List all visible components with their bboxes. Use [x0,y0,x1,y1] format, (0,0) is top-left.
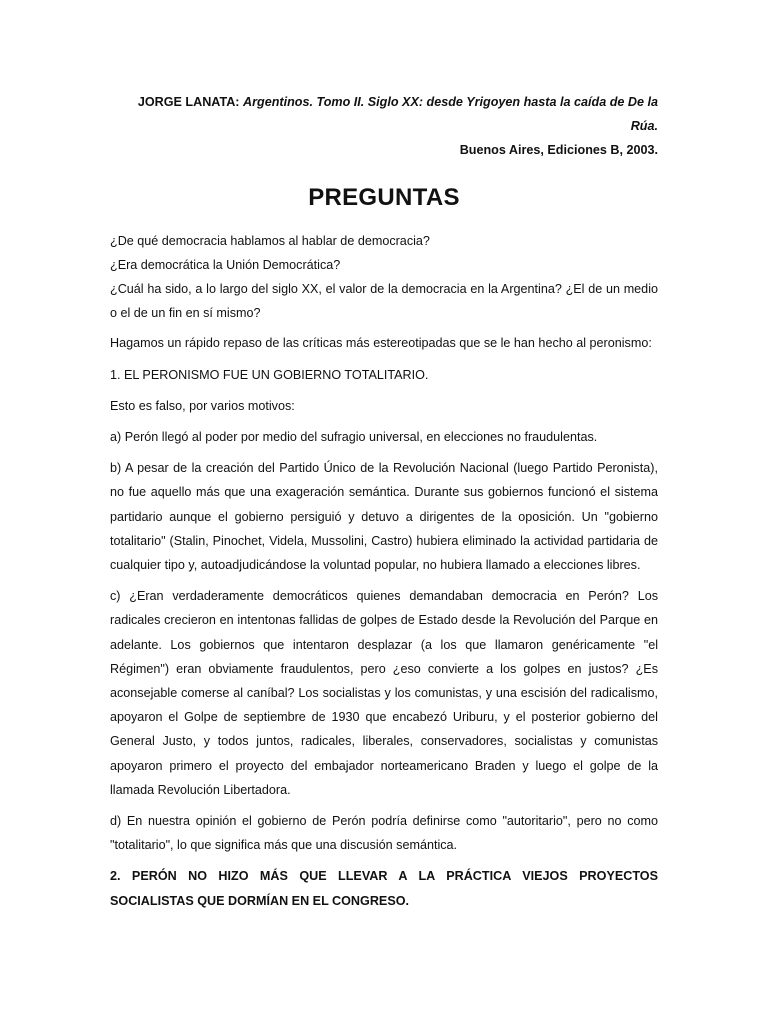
question-1: ¿De qué democracia hablamos al hablar de democracia? [110,233,430,248]
intro-paragraph: Hagamos un rápido repaso de las críticas más estereotipadas que se le han hecho al peronismo: [110,336,652,351]
reference-publisher: Buenos Aires, Ediciones B, 2003. [459,143,658,158]
section-1-lead: Esto es falso, por varios motivos: [110,398,295,413]
section-1-item-c: c) ¿Eran verdaderamente democráticos quienes demandaban democracia en Perón? Los radicales crecieron en intentonas fallidas de golpes de Estado desde la Revolución del Parque en adelante. Los gobiernos que intentaron desplazar (a los que llamaron genéricamente "el Régimen") eran obviamente fraudulentos, pero ¿eso convierte a los golpes en justos? ¿Es aconsejable comerse al caníbal? Los socialistas y los comunistas, y una escisión del radicalismo, apoyaron el Golpe de septiembre de 1930 que encabezó Uriburu, y el posterior gobierno del General Justo, y todos juntos, radicales, liberales, conservadores, socialistas y comunistas apoyaron primero el proyecto del embajador norteamericano Braden y luego el golpe de la llamada Revolución Libertadora. [110,589,658,797]
page-title: PREGUNTAS [308,183,460,211]
document-page [110,90,658,920]
question-3: ¿Cuál ha sido, a lo largo del siglo XX, el valor de la democracia en la Argentina? ¿El de un medio o el de un fin en sí mismo? [110,282,658,321]
section-1-item-d: d) En nuestra opinión el gobierno de Perón podría definirse como "autoritario", pero no como "totalitario", lo que significa más que una discusión semántica. [110,814,658,853]
reference-author: JORGE LANATA: [137,95,240,109]
section-1-item-b: b) A pesar de la creación del Partido Único de la Revolución Nacional (luego Partido Peronista), no fue aquello más que una exageración semántica. Durante sus gobiernos funcionó el sistema partidario aunque el gobierno persiguió y detuvo a dirigentes de la oposición. Un "gobierno totalitario" (Stalin, Pinochet, Videla, Mussolini, Castro) hubiera eliminado la actividad partidaria de cualquier tipo y, autoadjudicándose la voluntad popular, no hubiera llamado a elecciones libres. [110,461,658,573]
reference-book-title: Argentinos. Tomo II. Siglo XX: desde Yrigoyen hasta la caída de De la Rúa. [243,95,658,134]
section-1-heading: 1. EL PERONISMO FUE UN GOBIERNO TOTALITARIO. [110,367,429,382]
section-2-heading: 2. PERÓN NO HIZO MÁS QUE LLEVAR A LA PRÁCTICA VIEJOS PROYECTOS SOCIALISTAS QUE DORMÍAN EN EL CONGRESO. [110,869,658,908]
questions-block [110,229,658,326]
section-1-item-a: a) Perón llegó al poder por medio del sufragio universal, en elecciones no fraudulentas. [110,430,598,445]
reference-line [110,90,658,138]
question-2: ¿Era democrática la Unión Democrática? [110,257,341,272]
